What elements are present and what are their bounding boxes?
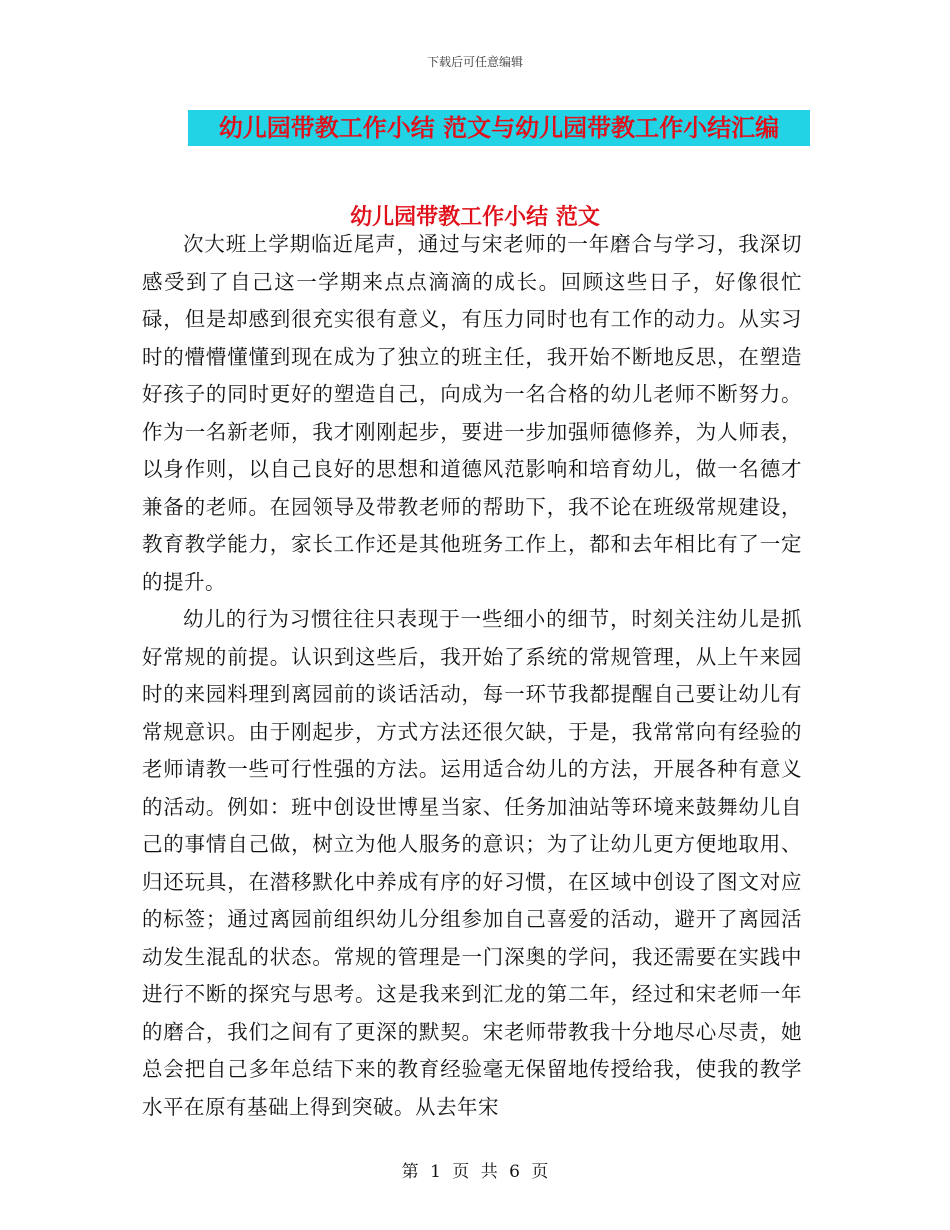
paragraph-2: 幼儿的行为习惯往往只表现于一些细小的细节，时刻关注幼儿是抓好常规的前提。认识到这些后，我开始了系统的常规管理，从上午来园时的来园料理到离园前的谈话活动，每一环节我都提醒自己要让幼儿有常规意识。由于刚起步，方式方法还很欠缺，于是，我常常向有经验的老师请教一些可行性强的方法。运用适合幼儿的方法，开展各种有意义的活动。例如：班中创设世博星当家、任务加油站等环境来鼓舞幼儿自己的事情自己做，树立为他人服务的意识；为了让幼儿更方便地取用、归还玩具，在潜移默化中养成有序的好习惯，在区域中创设了图文对应的标签；通过离园前组织幼儿分组参加自己喜爱的活动，避开了离园活动发生混乱的状态。常规的管理是一门深奥的学问，我还需要在实践中进行不断的探究与思考。这是我来到汇龙的第二年，经过和宋老师一年的磨合，我们之间有了更深的默契。宋老师带教我十分地尽心尽责，她总会把自己多年总结下来的教育经验毫无保留地传授给我，使我的教学水平在原有基础上得到突破。从去年宋 — [142, 607, 802, 1119]
section-title: 幼儿园带教工作小结 范文 — [350, 205, 600, 230]
document-body — [142, 226, 802, 1126]
document-title: 幼儿园带教工作小结 范文与幼儿园带教工作小结汇编 — [188, 110, 810, 146]
page-footer: 第 1 页 共 6 页 — [401, 1162, 549, 1182]
paragraph-1: 次大班上学期临近尾声，通过与宋老师的一年磨合与学习，我深切感受到了自己这一学期来点点滴滴的成长。回顾这些日子，好像很忙碌，但是却感到很充实很有意义，有压力同时也有工作的动力。从实习时的懵懵懂懂到现在成为了独立的班主任，我开始不断地反思，在塑造好孩子的同时更好的塑造自己，向成为一名合格的幼儿老师不断努力。作为一名新老师，我才刚刚起步，要进一步加强师德修养，为人师表，以身作则，以自己良好的思想和道德风范影响和培育幼儿，做一名德才兼备的老师。在园领导及带教老师的帮助下，我不论在班级常规建设，教育教学能力，家长工作还是其他班务工作上，都和去年相比有了一定的提升。 — [142, 232, 802, 594]
header-note: 下载后可任意编辑 — [426, 55, 523, 69]
